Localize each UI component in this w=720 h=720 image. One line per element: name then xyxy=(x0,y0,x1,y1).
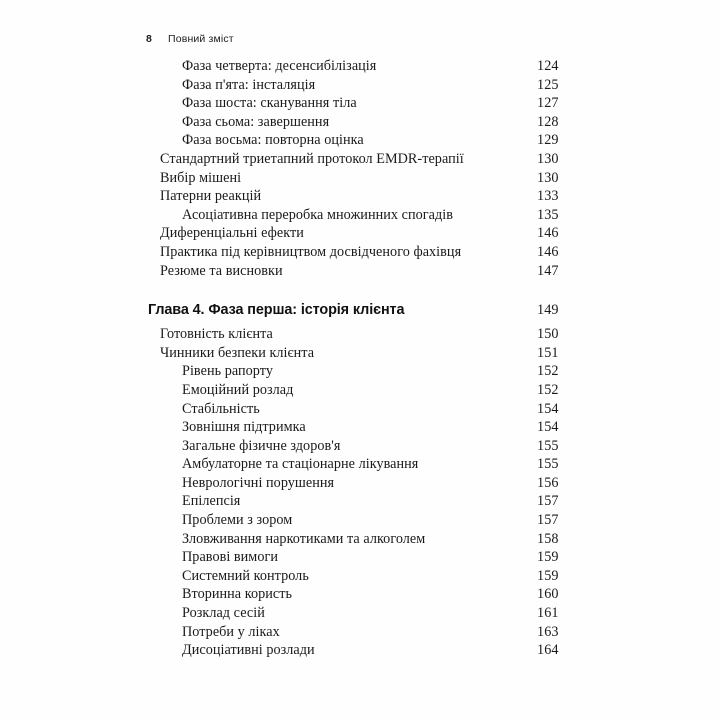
toc-entry-page-number: 155 xyxy=(537,437,559,454)
toc-entry-page-number: 154 xyxy=(537,419,559,436)
toc-entry-page-number: 152 xyxy=(537,381,559,398)
toc-entry-page-number: 147 xyxy=(537,262,559,279)
toc-entry-page-number: 130 xyxy=(537,150,559,167)
toc-entry-label: Епілепсія xyxy=(182,493,241,510)
toc-entry-label: Стандартний триетапний протокол EMDR-терапії xyxy=(160,150,464,167)
toc-entry-page-number: 157 xyxy=(537,512,559,529)
toc-entry[interactable] xyxy=(0,187,720,206)
toc-entry[interactable] xyxy=(0,381,720,400)
toc-entry[interactable] xyxy=(0,325,720,344)
toc-entry[interactable] xyxy=(0,641,720,660)
toc-entry-label: Фаза шоста: сканування тіла xyxy=(182,95,357,112)
toc-entry-label: Дисоціативні розлади xyxy=(182,642,315,659)
toc-entry[interactable] xyxy=(0,567,720,586)
toc-entry-page-number: 163 xyxy=(537,623,559,640)
toc-entry-page-number: 146 xyxy=(537,243,559,260)
page-folio-number: 8 xyxy=(146,33,153,45)
toc-chapter-heading[interactable] xyxy=(0,299,720,321)
toc-entry-page-number: 151 xyxy=(537,344,559,361)
toc-entry-page-number: 129 xyxy=(537,132,559,149)
toc-entry[interactable] xyxy=(0,437,720,456)
toc-entry-label: Неврологічні порушення xyxy=(182,474,335,491)
toc-entry-label: Практика під керівництвом досвідченого фахівця xyxy=(160,243,462,260)
toc-entry-label: Емоційний розлад xyxy=(182,381,294,398)
table-of-contents xyxy=(0,57,720,660)
toc-entry-label: Вибір мішені xyxy=(160,169,242,186)
toc-entry-label: Зловживання наркотиками та алкоголем xyxy=(182,530,426,547)
toc-entry-page-number: 125 xyxy=(537,76,559,93)
running-head xyxy=(146,33,234,45)
toc-entry-page-number: 149 xyxy=(537,302,559,319)
toc-entry-page-number: 133 xyxy=(537,188,559,205)
toc-entry-page-number: 164 xyxy=(537,642,559,659)
toc-entry-page-number: 128 xyxy=(537,113,559,130)
toc-entry-page-number: 127 xyxy=(537,95,559,112)
toc-entry[interactable] xyxy=(0,474,720,493)
toc-entry[interactable] xyxy=(0,94,720,113)
running-head-title: Повний зміст xyxy=(168,33,234,45)
toc-entry[interactable] xyxy=(0,113,720,132)
toc-entry[interactable] xyxy=(0,548,720,567)
toc-entry-label: Системний контроль xyxy=(182,567,309,584)
toc-entry-page-number: 135 xyxy=(537,206,559,223)
toc-entry-label: Диференціальні ефекти xyxy=(160,225,304,242)
toc-entry-label: Загальне фізичне здоров'я xyxy=(182,437,341,454)
toc-entry[interactable] xyxy=(0,511,720,530)
toc-entry-label: Потреби у ліках xyxy=(182,623,280,640)
toc-entry[interactable] xyxy=(0,530,720,549)
toc-entry-page-number: 150 xyxy=(537,326,559,343)
toc-entry-label: Правові вимоги xyxy=(182,549,278,566)
toc-entry-label: Стабільність xyxy=(182,400,260,417)
toc-entry-page-number: 146 xyxy=(537,225,559,242)
toc-entry[interactable] xyxy=(0,492,720,511)
toc-entry[interactable] xyxy=(0,243,720,262)
toc-entry-page-number: 160 xyxy=(537,586,559,603)
toc-entry[interactable] xyxy=(0,623,720,642)
toc-entry-label: Готовність клієнта xyxy=(160,326,273,343)
toc-entry-page-number: 161 xyxy=(537,605,559,622)
toc-entry-label: Фаза восьма: повторна оцінка xyxy=(182,132,364,149)
toc-entry-label: Резюме та висновки xyxy=(160,262,283,279)
toc-entry-label: Фаза сьома: завершення xyxy=(182,113,330,130)
toc-entry[interactable] xyxy=(0,400,720,419)
toc-entry-label: Рівень рапорту xyxy=(182,363,273,380)
toc-entry-label: Амбулаторне та стаціонарне лікування xyxy=(182,456,419,473)
toc-entry-label: Фаза п'ята: інсталяція xyxy=(182,76,316,93)
toc-entry-label: Чинники безпеки клієнта xyxy=(160,344,315,361)
toc-entry-page-number: 159 xyxy=(537,567,559,584)
toc-entry-label: Розклад сесій xyxy=(182,605,265,622)
toc-entry[interactable] xyxy=(0,206,720,225)
toc-entry[interactable] xyxy=(0,224,720,243)
toc-entry[interactable] xyxy=(0,150,720,169)
toc-entry[interactable] xyxy=(0,344,720,363)
toc-entry-page-number: 154 xyxy=(537,400,559,417)
toc-entry-label: Проблеми з зором xyxy=(182,512,293,529)
toc-entry-label: Асоціативна переробка множинних спогадів xyxy=(182,206,453,223)
toc-entry-page-number: 130 xyxy=(537,169,559,186)
toc-entry[interactable] xyxy=(0,604,720,623)
toc-entry-label: Фаза четверта: десенсибілізація xyxy=(182,58,377,74)
toc-entry[interactable] xyxy=(0,262,720,281)
toc-entry-page-number: 159 xyxy=(537,549,559,566)
toc-entry-page-number: 158 xyxy=(537,530,559,547)
toc-entry[interactable] xyxy=(0,418,720,437)
toc-entry[interactable] xyxy=(0,455,720,474)
toc-entry-page-number: 124 xyxy=(537,58,559,74)
toc-entry-page-number: 155 xyxy=(537,456,559,473)
toc-entry-label: Патерни реакцій xyxy=(160,188,262,205)
toc-entry[interactable] xyxy=(0,585,720,604)
toc-entry-page-number: 156 xyxy=(537,474,559,491)
toc-entry-page-number: 157 xyxy=(537,493,559,510)
toc-entry-label: Глава 4. Фаза перша: історія клієнта xyxy=(148,302,405,319)
toc-entry[interactable] xyxy=(0,169,720,188)
toc-entry[interactable] xyxy=(0,362,720,381)
toc-entry-page-number: 152 xyxy=(537,363,559,380)
toc-entry[interactable] xyxy=(0,131,720,150)
toc-entry[interactable] xyxy=(0,76,720,95)
toc-entry-label: Вторинна користь xyxy=(182,586,293,603)
toc-entry-label: Зовнішня підтримка xyxy=(182,419,306,436)
toc-entry[interactable] xyxy=(0,57,720,76)
